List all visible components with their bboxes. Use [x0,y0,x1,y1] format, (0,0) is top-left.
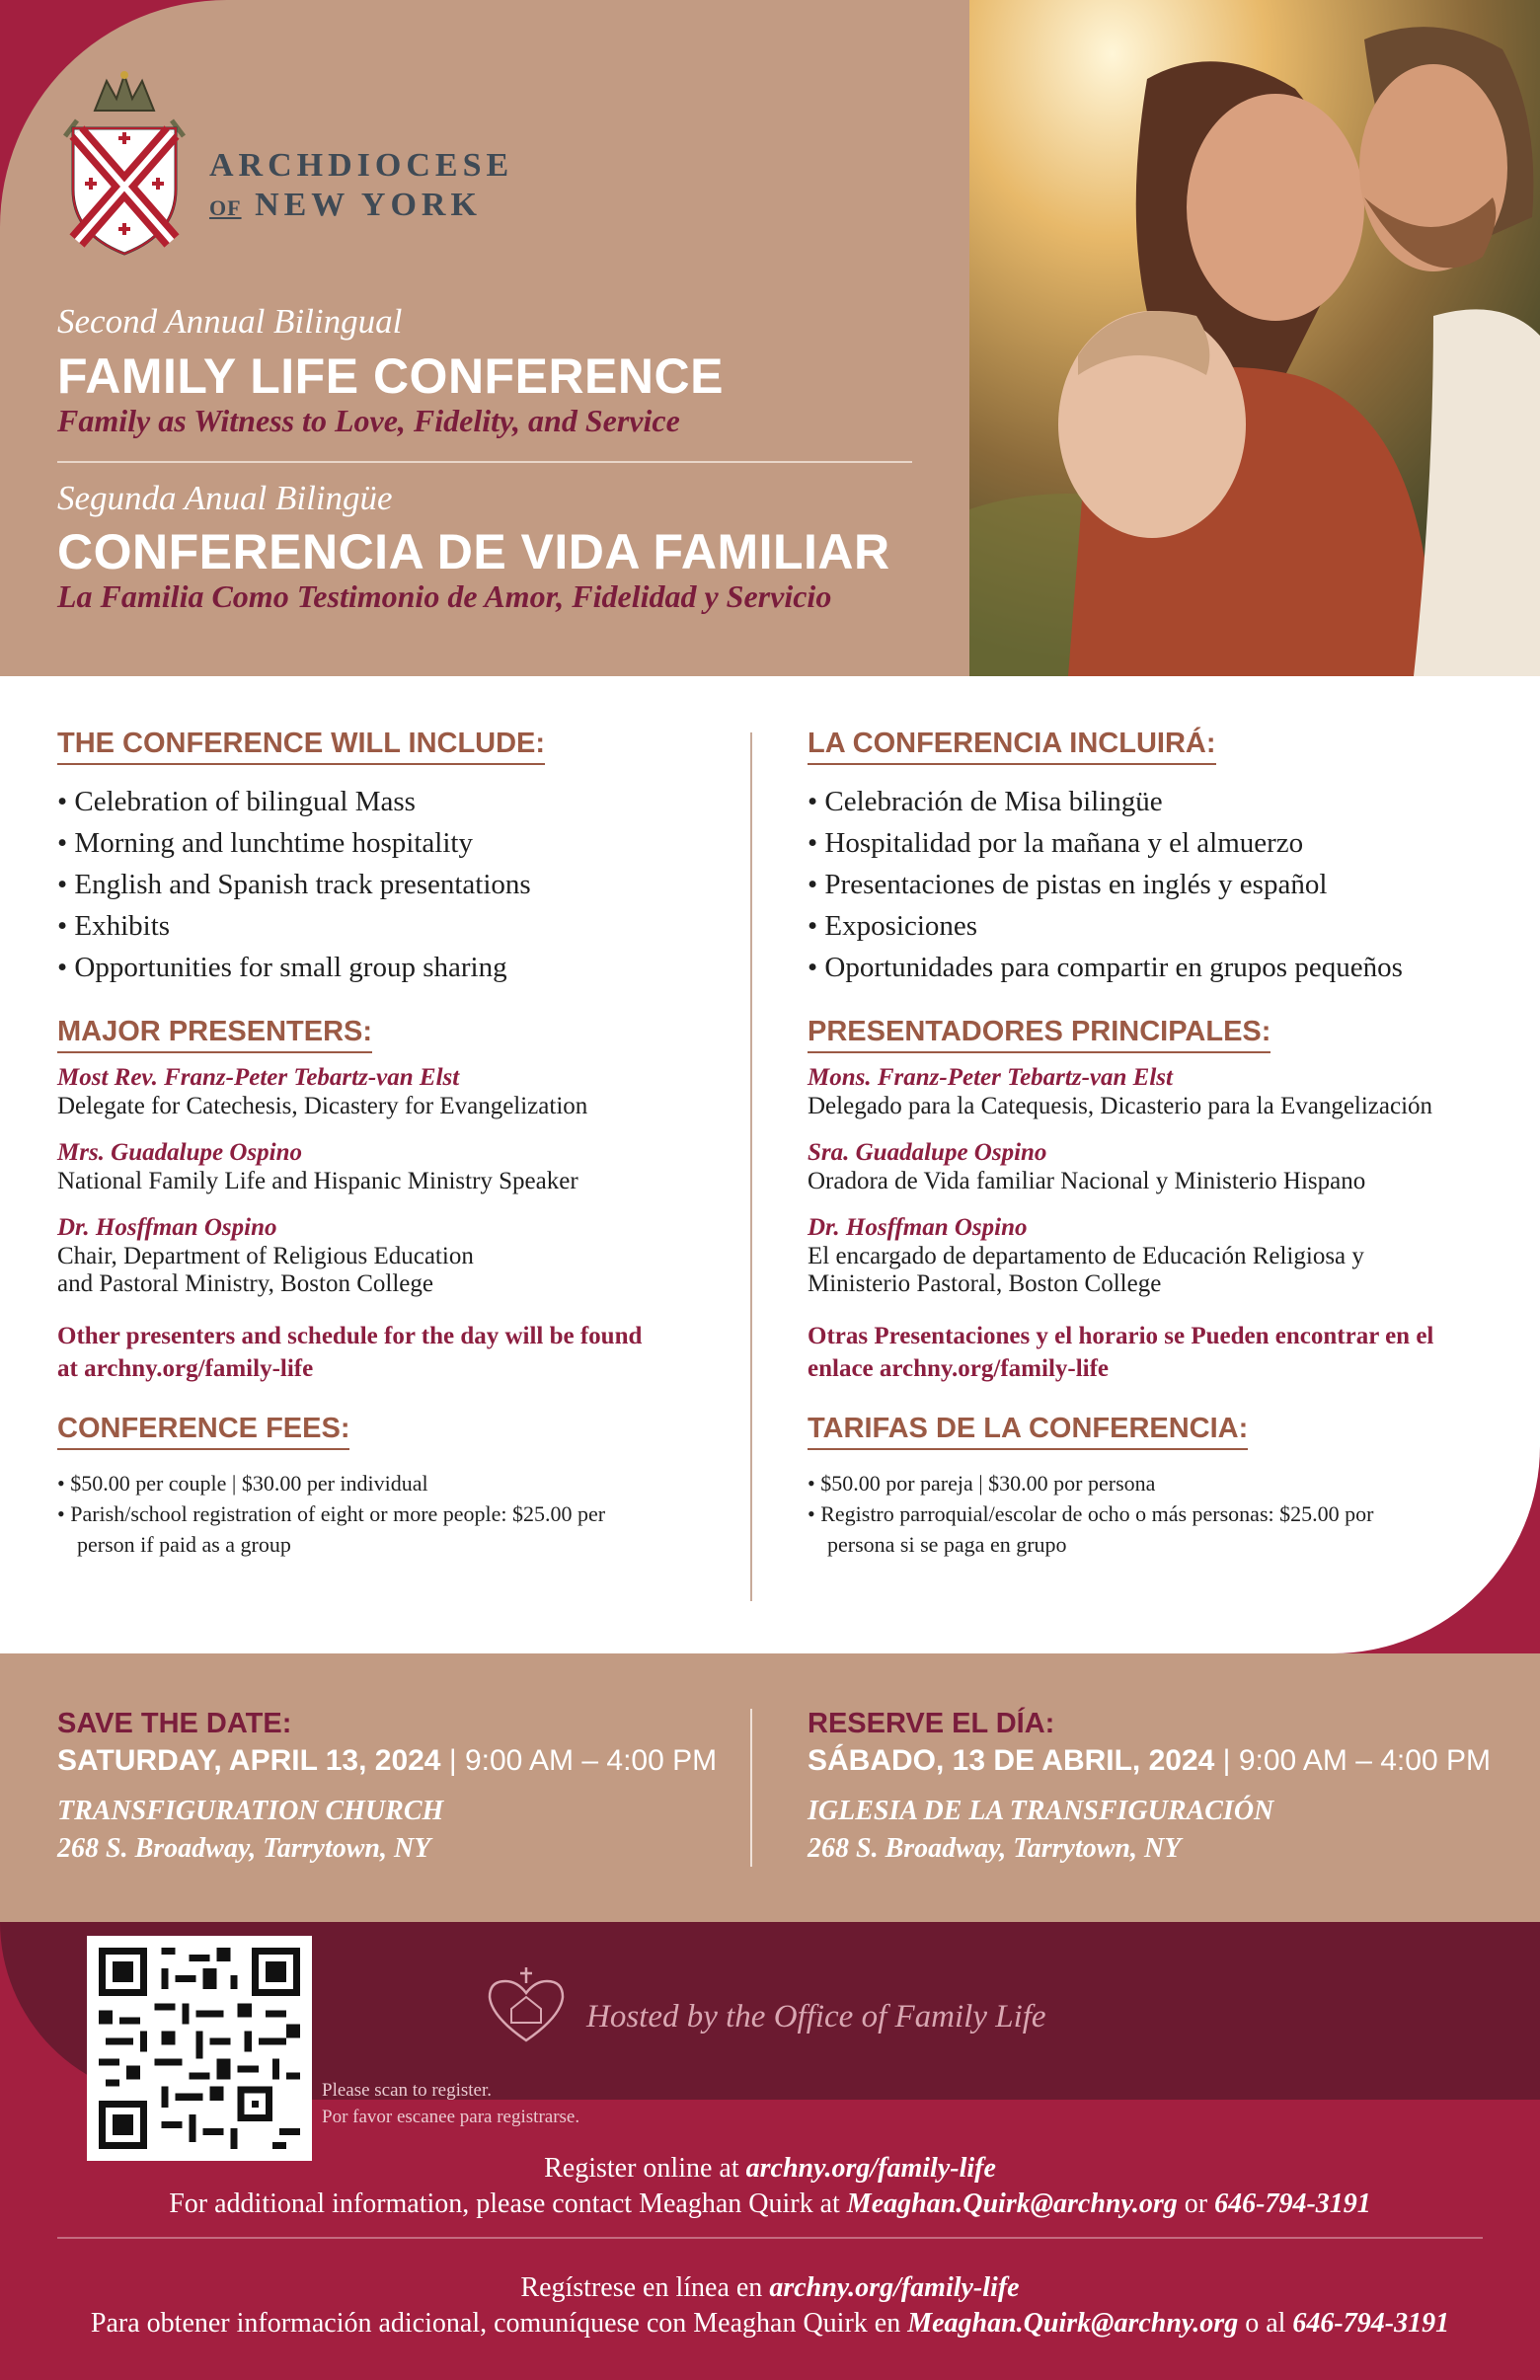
reserve-date-heading: RESERVE EL DÍA: [808,1708,1055,1739]
presenter-entry [808,1063,1518,1120]
qr-code-icon [99,1948,300,2149]
contact-email-link[interactable]: Meaghan.Quirk@archny.org [907,2308,1239,2339]
presenter-name: Mrs. Guadalupe Ospino [57,1139,302,1166]
english-register-line [0,2151,1540,2187]
english-pretitle: Second Annual Bilingual [57,302,403,341]
event-time: 9:00 AM – 4:00 PM [464,1744,718,1777]
header-divider [57,461,912,463]
list-item: • English and Spanish track presentations [57,864,729,905]
presenter-entry [57,1063,729,1120]
english-fees-list [57,1468,650,1560]
contact-prefix: For additional information, please contact Meaghan Quirk at [169,2188,840,2219]
scan-spanish: Por favor escanee para registrarse. [322,2107,580,2127]
list-item: • Presentaciones de pistas en inglés y español [808,864,1518,905]
content-panel [0,676,1540,1653]
spanish-contact-line [0,2306,1540,2342]
presenter-entry [57,1138,729,1195]
org-of: OF [209,195,242,220]
presenter-role: National Family Life and Hispanic Ministry Speaker [57,1168,578,1194]
english-include-heading: THE CONFERENCE WILL INCLUDE: [57,728,545,765]
presenter-role: Delegate for Catechesis, Dicastery for Evangelization [57,1093,588,1119]
contact-email-link[interactable]: Meaghan.Quirk@archny.org [846,2188,1178,2219]
org-line1: ARCHDIOCESE [209,147,514,184]
venue-address: 268 S. Broadway, Tarrytown, NY [57,1833,431,1864]
list-item: • Morning and lunchtime hospitality [57,822,729,864]
presenter-role-continued: Ministerio Pastoral, Boston College [808,1270,1162,1297]
header [0,0,1540,676]
english-contact-line [0,2187,1540,2222]
english-subtitle: Family as Witness to Love, Fidelity, and Service [57,403,680,438]
family-photo [969,0,1540,676]
list-item: • Celebración de Misa bilingüe [808,781,1518,822]
registration-qr-code[interactable] [87,1936,312,2161]
presenter-entry [57,1213,729,1298]
presenter-role-continued: and Pastoral Ministry, Boston College [57,1270,433,1297]
presenter-role: Oradora de Vida familiar Nacional y Ministerio Hispano [808,1168,1366,1194]
fee-item: • Parish/school registration of eight or more people: $25.00 per person if paid as a group [57,1498,650,1560]
spanish-pretitle: Segunda Anual Bilingüe [57,479,393,517]
event-time: 9:00 AM – 4:00 PM [1238,1744,1491,1777]
event-date-time: SATURDAY, APRIL 13, 2024 | 9:00 AM – 4:00 PM [57,1744,718,1777]
english-date-block [57,1706,717,1868]
spanish-date-block [808,1706,1491,1868]
contact-phone[interactable]: 646-794-3191 [1292,2308,1450,2339]
english-column [57,728,729,1560]
presenter-name: Dr. Hosffman Ospino [57,1214,277,1241]
venue-address: 268 S. Broadway, Tarrytown, NY [808,1833,1182,1864]
list-item: • Exposiciones [808,905,1518,947]
column-divider [750,732,752,1601]
contact-phone[interactable]: 646-794-3191 [1214,2188,1371,2219]
list-item: • Opportunities for small group sharing [57,947,729,988]
footer [0,1922,1540,2380]
register-prefix: Regístrese en línea en [520,2272,763,2303]
hosted-by-text: Hosted by the Office of Family Life [586,1999,1046,2035]
presenter-role: Delegado para la Catequesis, Dicasterio para la Evangelización [808,1093,1433,1119]
spanish-other-presenters-note: Otras Presentaciones y el horario se Pueden encontrar en el enlace archny.org/family-life [808,1323,1434,1382]
footer-divider [57,2237,1483,2239]
register-link[interactable]: archny.org/family-life [769,2272,1020,2303]
contact-or: or [1184,2188,1208,2219]
spanish-include-list [808,781,1518,988]
english-fees-heading: CONFERENCE FEES: [57,1413,349,1450]
english-title: FAMILY LIFE CONFERENCE [57,348,724,404]
presenter-role: El encargado de departamento de Educación Religiosa y [808,1243,1364,1269]
content-section [0,676,1540,1653]
fee-item: • $50.00 por pareja | $30.00 por persona [808,1468,1400,1498]
list-item: • Hospitalidad por la mañana y el almuerzo [808,822,1518,864]
org-line2: NEW YORK [255,187,482,223]
spanish-subtitle: La Familia Como Testimonio de Amor, Fidelidad y Servicio [57,578,832,614]
fee-item: • $50.00 per couple | $30.00 per individual [57,1468,650,1498]
contact-prefix: Para obtener información adicional, comuníquese con Meaghan Quirk en [90,2308,901,2339]
presenter-name: Sra. Guadalupe Ospino [808,1139,1047,1166]
list-item: • Oportunidades para compartir en grupos pequeños [808,947,1518,988]
spanish-register-line [0,2270,1540,2306]
spanish-title: CONFERENCIA DE VIDA FAMILIAR [57,524,890,579]
english-presenters-heading: MAJOR PRESENTERS: [57,1016,372,1053]
presenter-name: Mons. Franz-Peter Tebartz-van Elst [808,1064,1173,1091]
contact-or: o al [1245,2308,1286,2339]
presenter-entry [808,1213,1518,1298]
scan-instructions [322,2077,579,2130]
spanish-column [808,728,1518,1560]
event-day: SATURDAY, APRIL 13, 2024 [57,1744,441,1777]
heart-home-cross-icon [484,1965,569,2044]
list-item: • Celebration of bilingual Mass [57,781,729,822]
organization-name [209,146,513,228]
spanish-fees-list [808,1468,1400,1560]
presenter-name: Dr. Hosffman Ospino [808,1214,1028,1241]
event-day: SÁBADO, 13 DE ABRIL, 2024 [808,1744,1215,1777]
venue-name: IGLESIA DE LA TRANSFIGURACIÓN [808,1796,1274,1826]
english-other-presenters-note: Other presenters and schedule for the day will be found at archny.org/family-life [57,1323,643,1382]
presenter-entry [808,1138,1518,1195]
venue-block [808,1793,1491,1868]
scan-english: Please scan to register. [322,2080,493,2101]
venue-block [57,1793,717,1868]
list-item: • Exhibits [57,905,729,947]
save-the-date-band [0,1653,1540,1922]
presenter-name: Most Rev. Franz-Peter Tebartz-van Elst [57,1064,460,1091]
save-the-date-heading: SAVE THE DATE: [57,1708,292,1739]
event-date-time: SÁBADO, 13 DE ABRIL, 2024 | 9:00 AM – 4:00 PM [808,1744,1491,1777]
fee-item: • Registro parroquial/escolar de ocho o más personas: $25.00 por persona si se paga en grupo [808,1498,1400,1560]
spanish-presenters-heading: PRESENTADORES PRINCIPALES: [808,1016,1270,1053]
register-link[interactable]: archny.org/family-life [745,2153,996,2184]
english-include-list [57,781,729,988]
header-panel [0,0,969,676]
spanish-fees-heading: TARIFAS DE LA CONFERENCIA: [808,1413,1248,1450]
presenter-role: Chair, Department of Religious Education [57,1243,474,1269]
register-prefix: Register online at [544,2153,739,2184]
spanish-include-heading: LA CONFERENCIA INCLUIRÁ: [808,728,1216,765]
venue-name: TRANSFIGURATION CHURCH [57,1796,444,1826]
archdiocese-crest-icon [55,71,193,259]
date-divider [750,1709,752,1867]
